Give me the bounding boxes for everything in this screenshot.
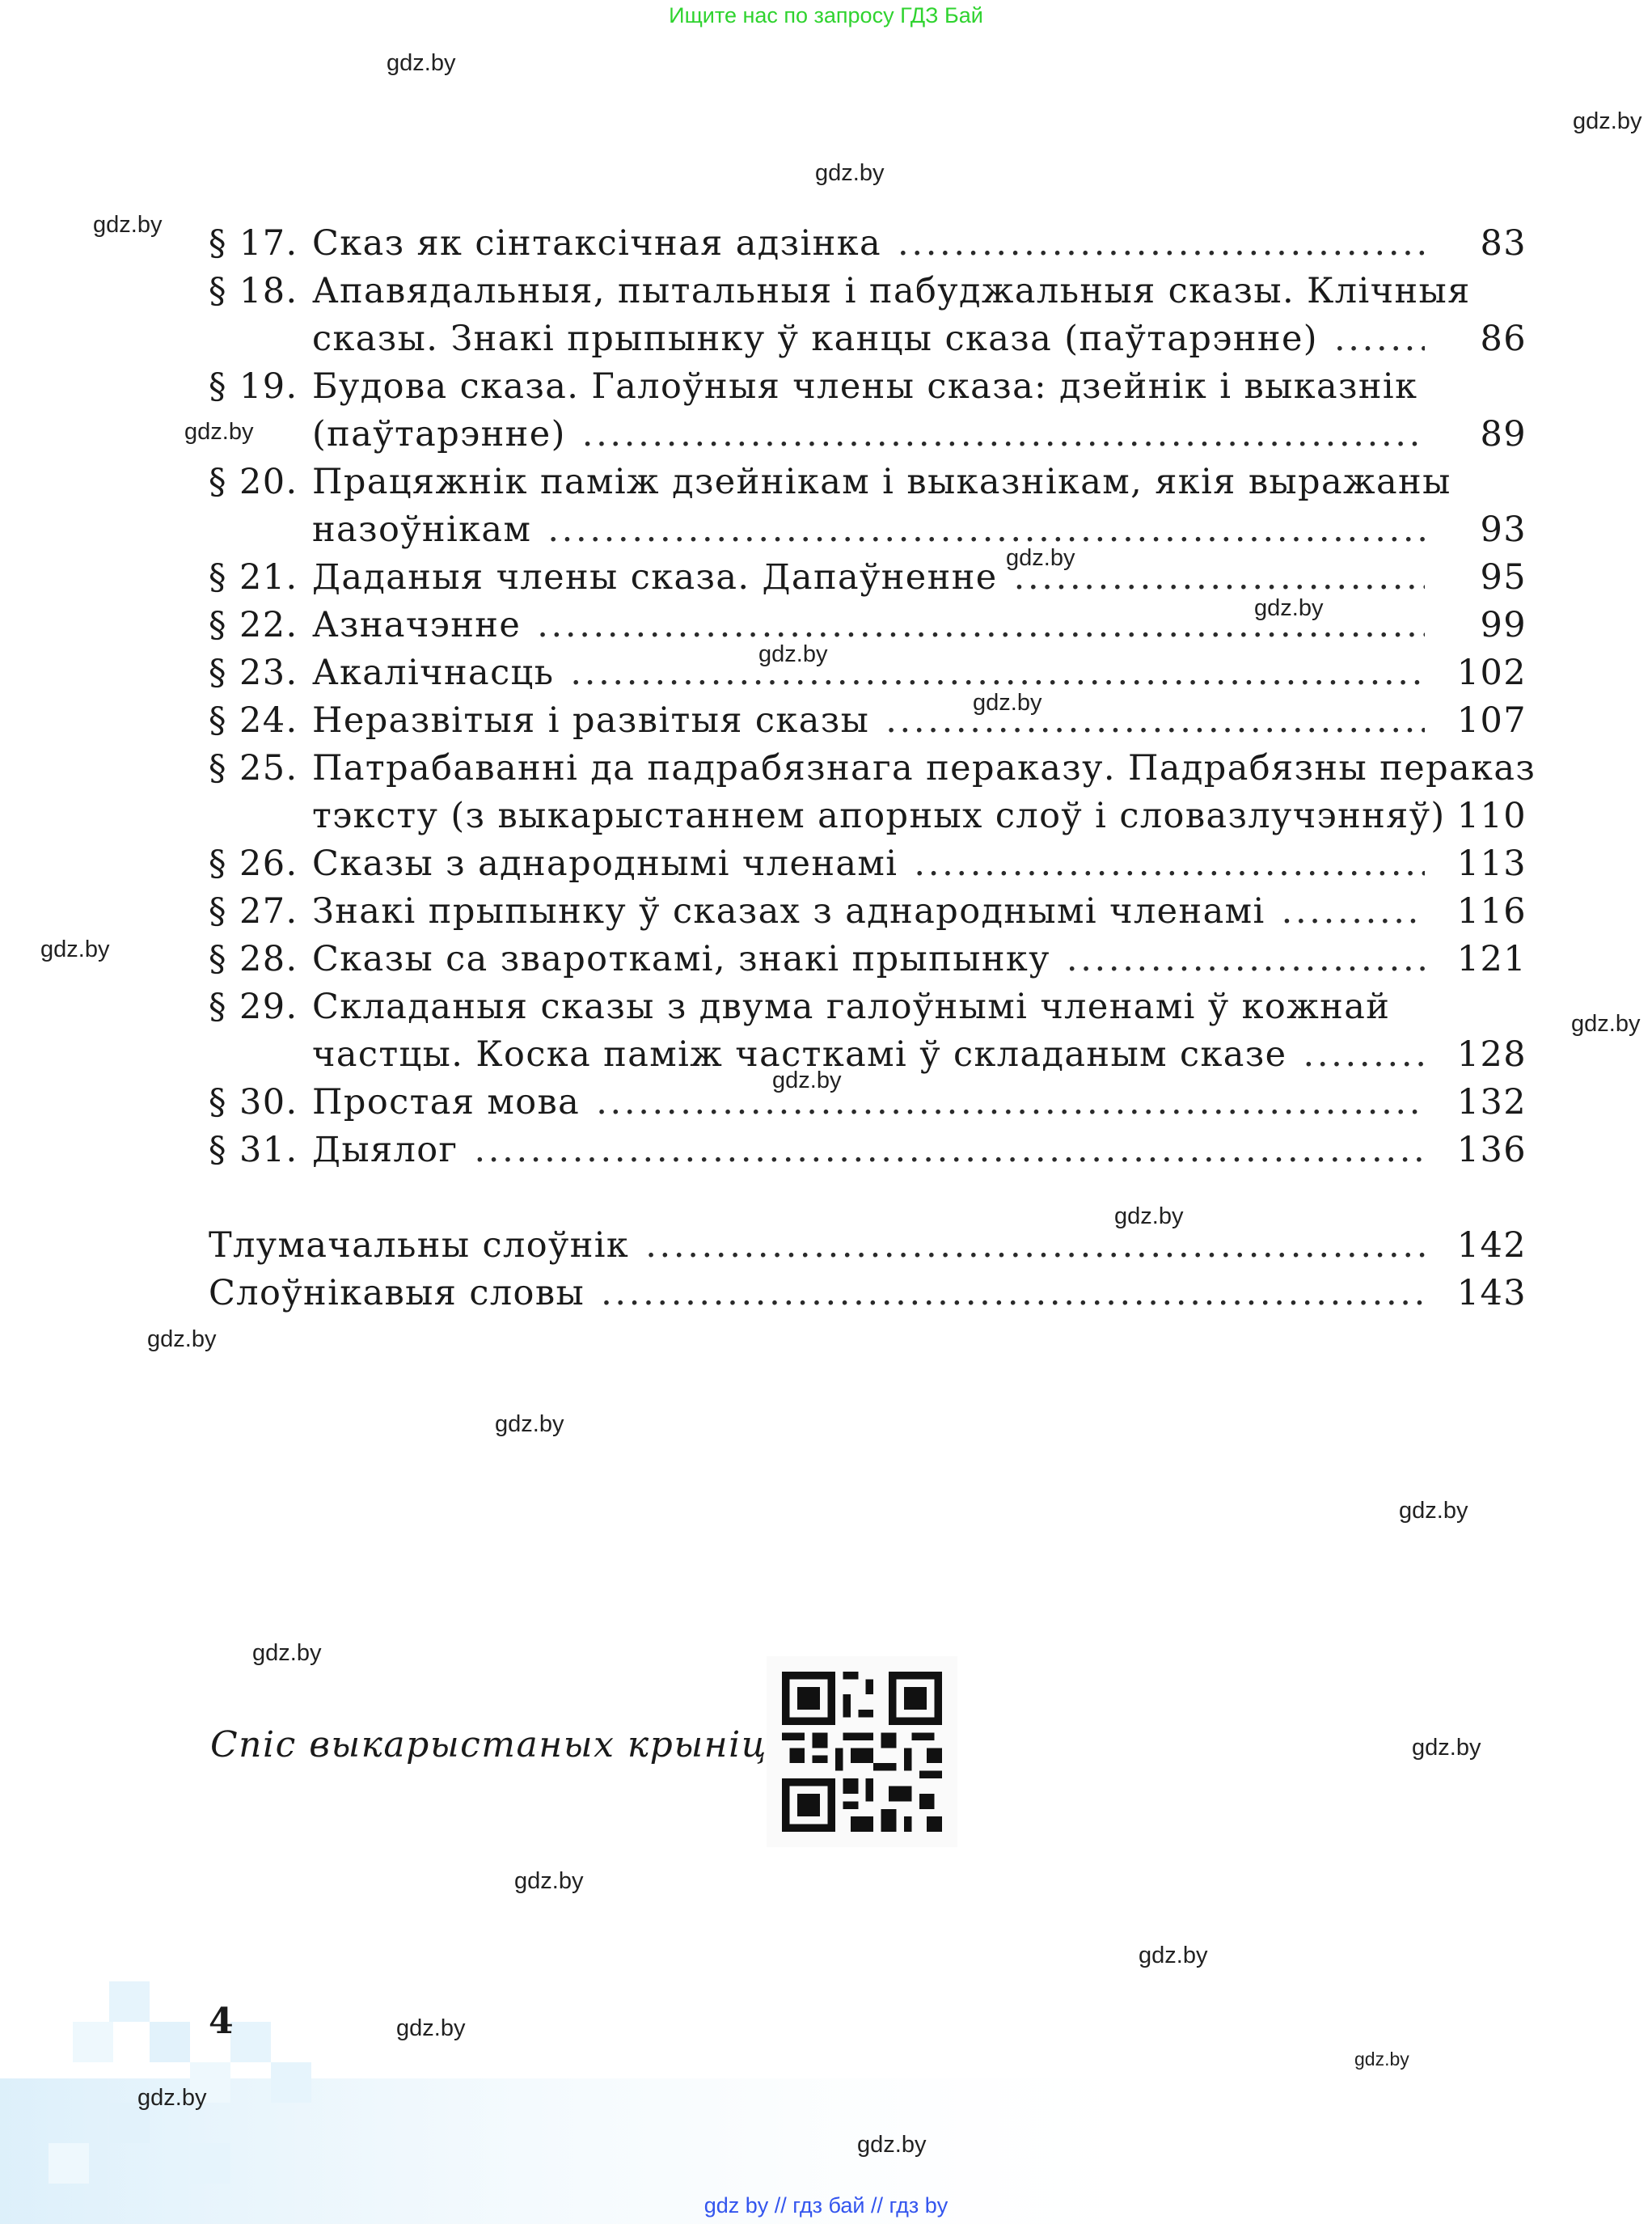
toc-row[interactable]	[209, 554, 1527, 602]
toc-appendix-row[interactable]	[209, 1222, 1527, 1270]
watermark: gdz.by	[1412, 1735, 1481, 1761]
toc-leader-dots	[898, 220, 1425, 268]
toc-section-number: § 19.	[209, 366, 298, 407]
toc-leader-dots	[914, 840, 1425, 888]
toc-section-number: § 18.	[209, 271, 298, 311]
toc-section-number: § 23.	[209, 653, 298, 693]
toc-leader-dots	[645, 1222, 1425, 1270]
toc-leader-dots	[537, 602, 1425, 649]
toc-page-number: 116	[1456, 891, 1527, 932]
toc-row[interactable]	[209, 1079, 1527, 1127]
watermark: gdz.by	[147, 1326, 217, 1352]
toc-title: Знакі прыпынку ў сказах з аднароднымі членамі	[312, 891, 1265, 932]
sources-label[interactable]: Спіс выкарыстаных крыніц	[210, 1724, 767, 1765]
toc-section-number: § 20.	[209, 462, 298, 502]
toc-row[interactable]	[209, 1031, 1527, 1079]
toc-page-number: 110	[1456, 796, 1527, 836]
toc-title: Акалічнасць	[312, 653, 555, 693]
toc-section-number: § 22.	[209, 605, 298, 645]
toc-title: (паўтарэнне)	[312, 414, 566, 455]
toc-title: частцы. Коска паміж часткамі ў складаным сказе	[312, 1034, 1287, 1075]
toc-section-number: § 26.	[209, 844, 298, 884]
toc-page-number: 83	[1480, 223, 1527, 264]
toc-section-number: § 21.	[209, 557, 298, 598]
toc-leader-dots	[596, 1079, 1425, 1127]
toc-section-number: § 30.	[209, 1082, 298, 1123]
toc-row[interactable]	[209, 983, 1527, 1031]
toc-row[interactable]	[209, 268, 1527, 315]
toc-leader-dots	[547, 506, 1425, 554]
toc-gap	[209, 1174, 1527, 1222]
toc-page-number: 113	[1456, 844, 1527, 884]
toc-title: Апавядальныя, пытальныя і пабуджальныя сказы. Клічныя	[312, 271, 1471, 311]
toc-title: Слоўнікавыя словы	[209, 1273, 585, 1313]
toc-title: Патрабаванні да падрабязнага пераказу. Падрабязны пераказ	[312, 748, 1536, 789]
toc-row[interactable]	[209, 840, 1527, 888]
toc-page-number: 107	[1456, 700, 1527, 741]
toc-title: Працяжнік паміж дзейнікам і выказнікам, якія выражаны	[312, 462, 1451, 502]
watermark: gdz.by	[252, 1640, 322, 1666]
toc-row[interactable]	[209, 459, 1527, 506]
watermark: gdz.by	[1254, 595, 1324, 621]
toc-section-number: § 28.	[209, 939, 298, 979]
toc-leader-dots	[570, 649, 1425, 697]
search-banner[interactable]: Ищите нас по запросу ГДЗ Бай	[669, 3, 983, 27]
watermark: gdz.by	[1139, 1943, 1208, 1968]
toc-page-number: 89	[1480, 414, 1527, 455]
toc-title: Неразвітыя і развітыя сказы	[312, 700, 870, 741]
toc-page-number: 121	[1456, 939, 1527, 979]
watermark: gdz.by	[772, 1068, 842, 1093]
watermark: gdz.by	[857, 2132, 927, 2158]
toc-title: назоўнікам	[312, 509, 532, 550]
toc-page-number: 86	[1480, 319, 1527, 359]
toc-leader-dots	[1282, 888, 1425, 936]
toc-title: Азначэнне	[312, 605, 522, 645]
toc-section-number: § 31.	[209, 1130, 298, 1170]
watermark: gdz.by	[1573, 108, 1642, 134]
watermark: gdz.by	[973, 690, 1042, 716]
toc-row[interactable]	[209, 793, 1527, 840]
toc-page-number: 128	[1456, 1034, 1527, 1075]
toc-leader-dots	[885, 697, 1425, 745]
toc-row[interactable]	[209, 936, 1527, 983]
watermark: gdz.by	[40, 937, 110, 962]
toc-row[interactable]	[209, 888, 1527, 936]
toc-title: Даданыя члены сказа. Дапаўненне	[312, 557, 998, 598]
toc-section-number: § 25.	[209, 748, 298, 789]
toc-row[interactable]	[209, 697, 1527, 745]
toc-row[interactable]	[209, 363, 1527, 411]
toc-section-number: § 27.	[209, 891, 298, 932]
watermark: gdz.by	[387, 50, 456, 76]
toc-title: Сказы з аднароднымі членамі	[312, 844, 898, 884]
toc-leader-dots	[1334, 315, 1425, 363]
page-number: 4	[209, 2001, 234, 2042]
toc-title: сказы. Знакі прыпынку ў канцы сказа (паўтарэнне)	[312, 319, 1318, 359]
toc-page-number: 132	[1456, 1082, 1527, 1123]
toc-page-number: 143	[1456, 1273, 1527, 1313]
toc-row[interactable]	[209, 411, 1527, 459]
watermark: gdz.by	[1354, 2049, 1409, 2070]
toc-title: Будова сказа. Галоўныя члены сказа: дзейнік і выказнік	[312, 366, 1418, 407]
toc-title: Тлумачальны слоўнік	[209, 1225, 630, 1266]
toc-row[interactable]	[209, 745, 1536, 793]
toc-leader-dots	[601, 1270, 1425, 1317]
footer-links[interactable]: gdz by // гдз бай // гдз by	[703, 2193, 949, 2218]
toc-title: Сказ як сінтаксічная адзінка	[312, 223, 882, 264]
watermark: gdz.by	[514, 1868, 584, 1894]
watermark: gdz.by	[815, 160, 885, 186]
watermark: gdz.by	[93, 212, 163, 238]
watermark: gdz.by	[758, 641, 828, 667]
toc-section-number: § 17.	[209, 223, 298, 264]
watermark: gdz.by	[495, 1411, 564, 1437]
toc-title: тэксту (з выкарыстаннем апорных слоў і словазлучэнняў)	[312, 796, 1446, 836]
toc-section-number: § 29.	[209, 987, 298, 1027]
table-of-contents	[209, 220, 1536, 1317]
toc-leader-dots	[1067, 936, 1425, 983]
watermark: gdz.by	[1399, 1498, 1468, 1524]
toc-leader-dots	[582, 411, 1425, 459]
watermark: gdz.by	[1006, 545, 1075, 571]
toc-page-number: 93	[1480, 509, 1527, 550]
watermark: gdz.by	[137, 2085, 207, 2111]
toc-page-number: 99	[1480, 605, 1527, 645]
toc-page-number: 95	[1480, 557, 1527, 598]
toc-page-number: 142	[1456, 1225, 1527, 1266]
toc-row[interactable]	[209, 649, 1527, 697]
toc-row[interactable]	[209, 315, 1527, 363]
toc-leader-dots	[1014, 554, 1425, 602]
watermark: gdz.by	[1571, 1011, 1641, 1037]
toc-section-number: § 24.	[209, 700, 298, 741]
toc-title: Простая мова	[312, 1082, 581, 1123]
toc-leader-dots	[1303, 1031, 1426, 1079]
toc-title: Сказы са звароткамі, знакі прыпынку	[312, 939, 1050, 979]
watermark: gdz.by	[396, 2015, 466, 2041]
qr-code[interactable]	[767, 1656, 957, 1847]
toc-row[interactable]	[209, 220, 1527, 268]
toc-row[interactable]	[209, 506, 1527, 554]
toc-row[interactable]	[209, 1127, 1527, 1174]
toc-appendix-row[interactable]	[209, 1270, 1527, 1317]
toc-leader-dots	[474, 1127, 1425, 1174]
toc-row[interactable]	[209, 602, 1527, 649]
toc-page-number: 102	[1456, 653, 1527, 693]
toc-title: Дыялог	[312, 1130, 458, 1170]
watermark: gdz.by	[184, 419, 254, 445]
toc-page-number: 136	[1456, 1130, 1527, 1170]
toc-title: Складаныя сказы з двума галоўнымі членамі ў кожнай	[312, 987, 1391, 1027]
watermark: gdz.by	[1114, 1203, 1184, 1229]
